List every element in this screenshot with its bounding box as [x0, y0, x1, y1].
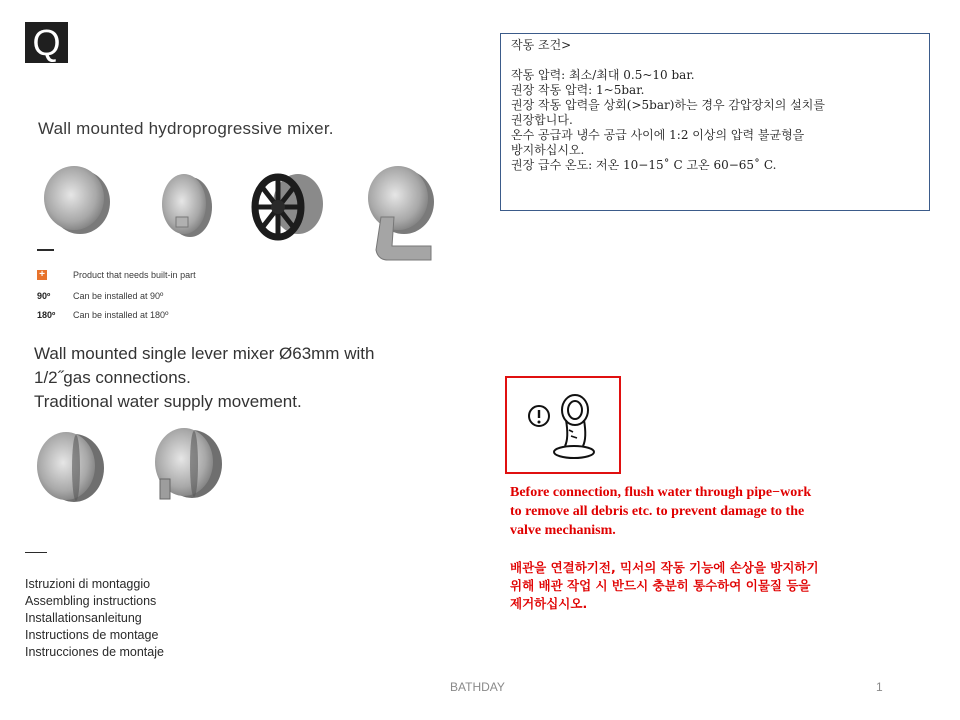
warning-english-line: to remove all debris etc. to prevent damage to the: [510, 504, 805, 519]
single-lever-products-image: [30, 424, 230, 509]
flush-pipe-warning-icon: [507, 378, 619, 472]
product-knob-lever-handle: [368, 166, 434, 260]
condition-line: 권장합니다.: [511, 113, 573, 127]
legend-key: [37, 270, 73, 280]
condition-line: [511, 53, 919, 68]
instructions-list: [25, 576, 164, 661]
warning-english-line: valve mechanism.: [510, 523, 616, 538]
product-knob-large: [44, 166, 110, 234]
warning-korean-line: 위해 배관 작업 시 반드시 충분히 통수하여 이물질 등을: [510, 578, 811, 593]
section-divider: [25, 552, 47, 553]
legend-row: [37, 270, 196, 280]
brand-logo: Q: [25, 22, 68, 63]
legend-text: Product that needs built-in part: [73, 270, 196, 280]
legend-key: 90º: [37, 291, 51, 301]
warning-korean-line: 제거하십시오.: [510, 596, 588, 611]
warning-korean: [510, 559, 819, 613]
instruction-line: Installationsanleitung: [25, 611, 142, 625]
legend-text: Can be installed at 90º: [73, 291, 164, 301]
section2-title-line: Wall mounted single lever mixer Ø63mm with: [34, 344, 375, 363]
legend-text: Can be installed at 180º: [73, 310, 169, 320]
warning-english: [510, 483, 811, 540]
section2-title-line: Traditional water supply movement.: [34, 392, 302, 411]
condition-line: 작동 압력: 최소/최대 0.5~10 bar.: [511, 68, 695, 82]
section2-title-line: 1/2˝gas connections.: [34, 368, 191, 387]
legend-row: [37, 310, 168, 320]
legend-key: 180º: [37, 310, 56, 320]
warning-korean-line: 배관을 연결하기전, 믹서의 작동 기능에 손상을 방지하기: [510, 560, 819, 575]
operating-conditions-box: [500, 33, 930, 211]
warning-frame: [505, 376, 621, 474]
condition-line: 작동 조건>: [511, 38, 572, 52]
section1-title: Wall mounted hydroprogressive mixer.: [38, 119, 334, 138]
product-single-lever-knob-handle: [155, 428, 222, 499]
section2-title: [34, 342, 374, 414]
instruction-line: Instructions de montage: [25, 628, 159, 642]
section-divider: [37, 249, 54, 251]
condition-line: 권장 급수 온도: 저온 10−15˚ C 고온 60−65˚ C.: [511, 158, 777, 172]
instruction-line: Instrucciones de montaje: [25, 645, 164, 659]
condition-line: 권장 작동 압력을 상회(>5bar)하는 경우 감압장치의 설치를: [511, 98, 825, 112]
instruction-line: Assembling instructions: [25, 594, 157, 608]
product-wheel-handle: [255, 174, 323, 237]
condition-line: 온수 공급과 냉수 공급 사이에 1:2 이상의 압력 불균형을: [511, 128, 805, 142]
hydroprogressive-products-image: [36, 162, 446, 272]
product-knob-with-lever: [162, 174, 212, 237]
legend-row: [37, 291, 163, 301]
condition-line: 권장 작동 압력: 1~5bar.: [511, 83, 645, 97]
condition-line: 방지하십시오.: [511, 143, 585, 157]
warning-english-line: Before connection, flush water through pipe−work: [510, 485, 812, 500]
built-in-part-icon: +: [37, 270, 47, 280]
page-number: 1: [876, 680, 883, 694]
instruction-line: Istruzioni di montaggio: [25, 577, 151, 591]
product-single-lever-knob: [37, 432, 104, 502]
footer-brand: BATHDAY: [450, 680, 505, 694]
